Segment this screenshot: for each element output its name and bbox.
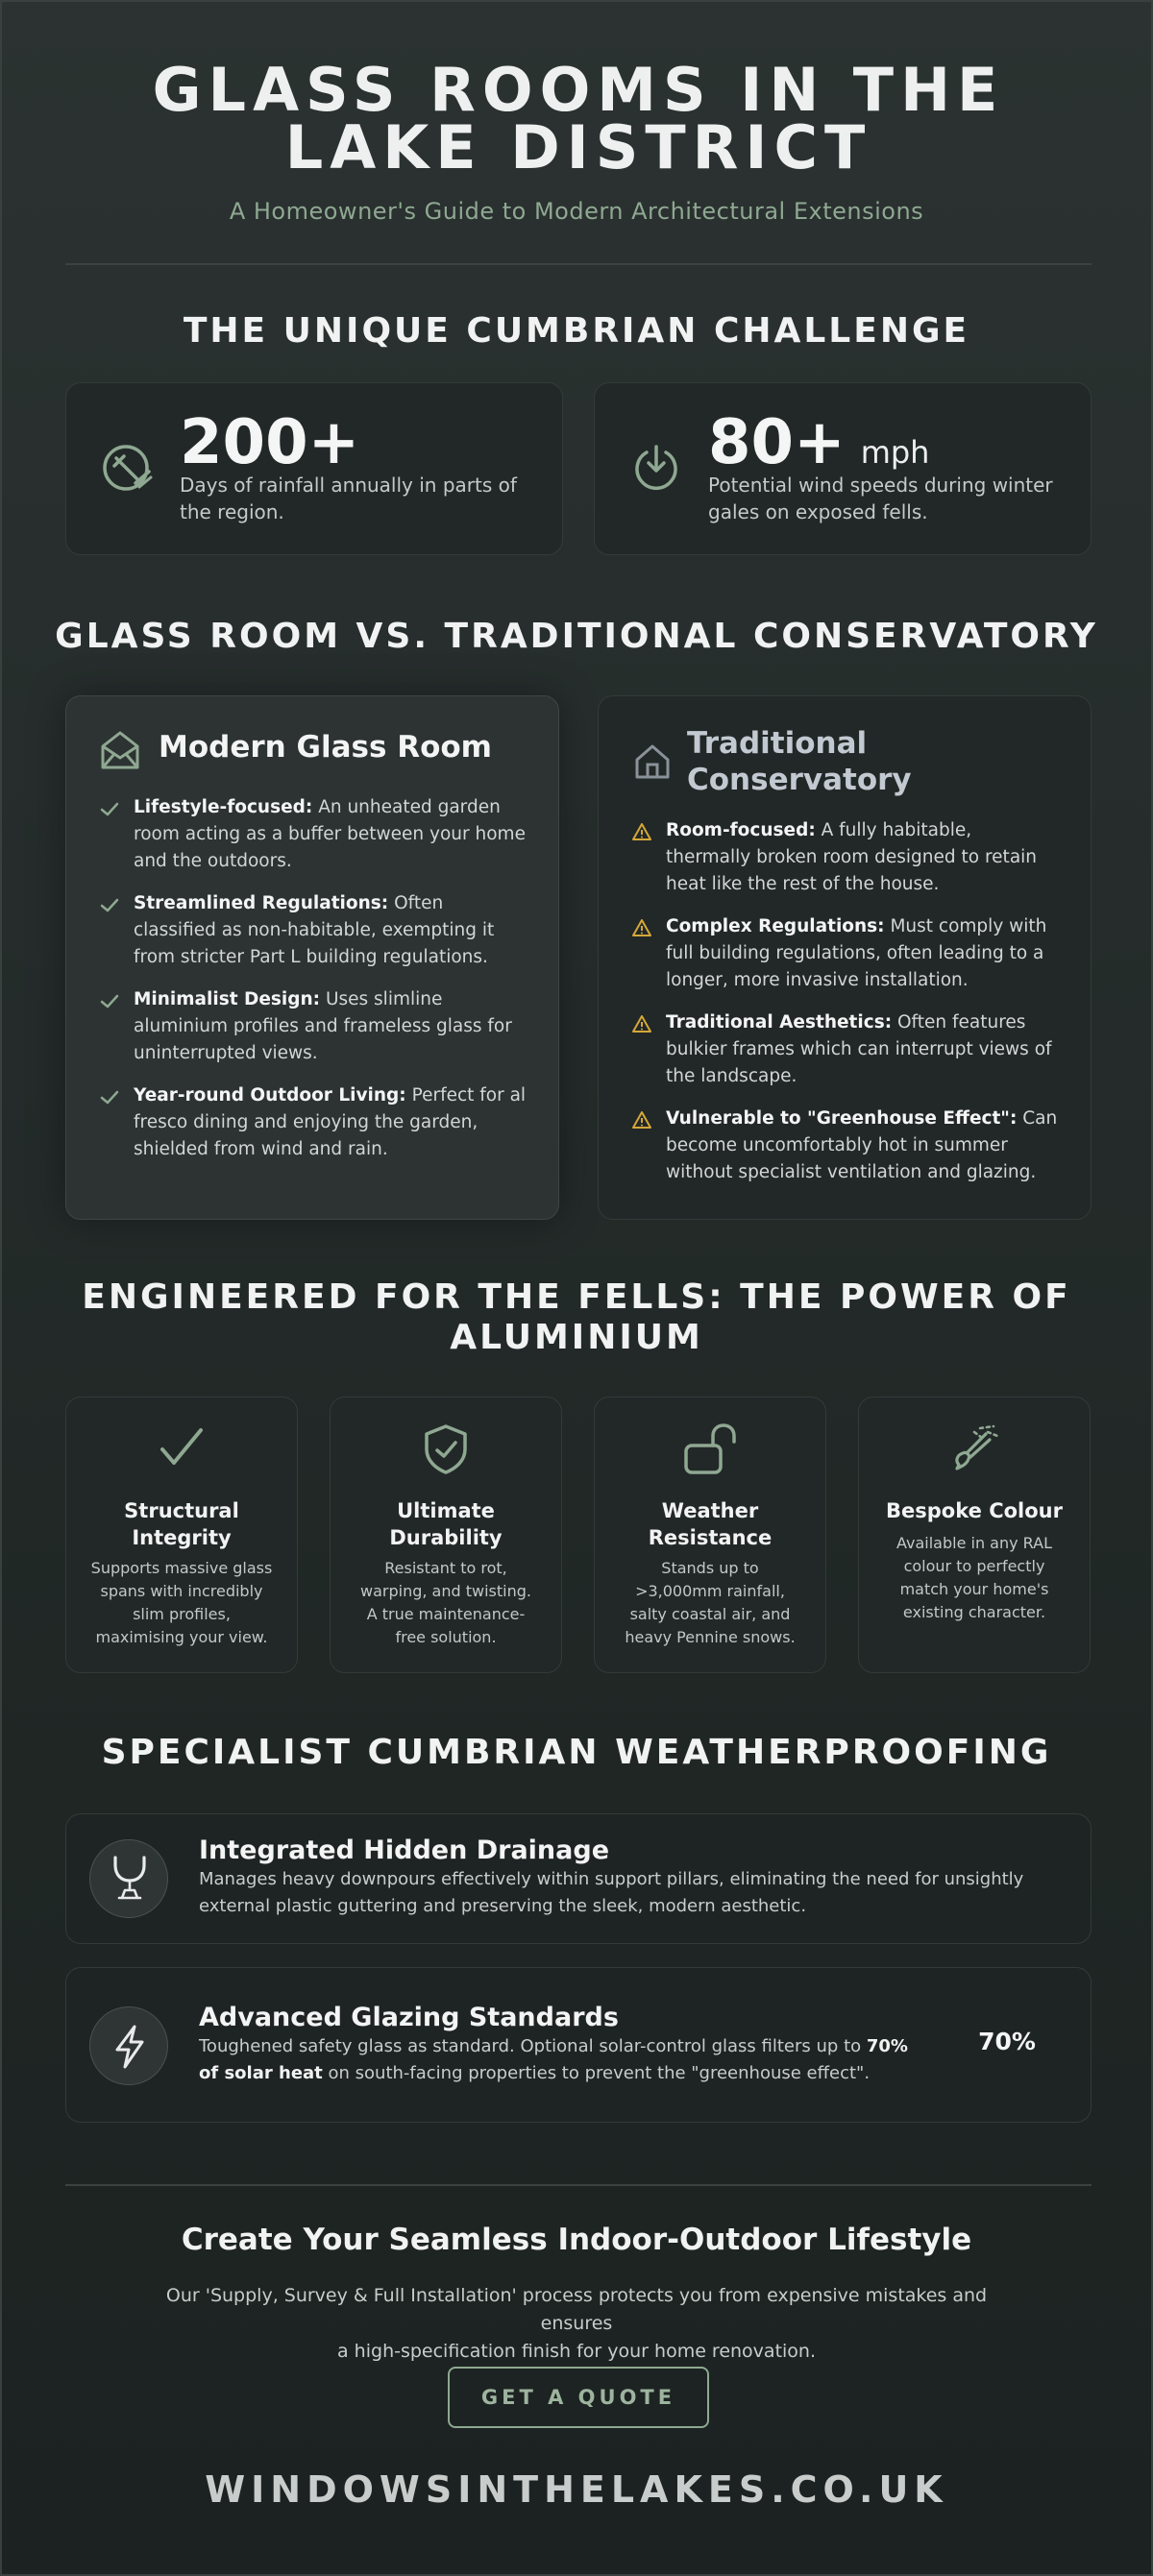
stat-card-wind [594, 382, 1092, 555]
section-title-comparison: GLASS ROOM VS. TRADITIONAL CONSERVATORY [55, 617, 1098, 656]
glass-room-title: Modern Glass Room [159, 730, 492, 765]
checkmark-icon [66, 1422, 297, 1478]
solar-filter-badge: 70% [978, 2028, 1036, 2055]
cta-title: Create Your Seamless Indoor-Outdoor Lifestyle [181, 2223, 972, 2257]
feature-desc: Resistant to rot, warping, and twisting. A true maintenance- free solution. [360, 1559, 531, 1646]
divider [65, 263, 1092, 265]
list-item: Minimalist Design: Uses slimline aluminium profiles and frameless glass for uninterrupted views. [99, 986, 529, 1067]
rain-cloud-icon [101, 441, 155, 495]
stat-card-rainfall [65, 382, 563, 555]
feature-card-weather [594, 1397, 826, 1673]
warning-icon [631, 1013, 652, 1034]
drainage-desc: Manages heavy downpours effectively within support pillars, eliminating the need for unsightly external plastic guttering and preserving the sleek, modern aesthetic. [199, 1869, 1024, 1916]
list-item: Year-round Outdoor Living: Perfect for al fresco dining and enjoying the garden, shielded from wind and rain. [99, 1082, 529, 1163]
shield-check-icon [331, 1422, 561, 1478]
feature-title: Ultimate Durability [389, 1499, 503, 1549]
glass-room-card [65, 695, 559, 1220]
divider [65, 2184, 1092, 2186]
glazing-title: Advanced Glazing Standards [199, 2003, 619, 2032]
check-icon [99, 894, 120, 915]
list-item: Traditional Aesthetics: Often features bulkier frames which can interrupt views of the landscape. [631, 1009, 1062, 1090]
drainage-icon-circle [89, 1839, 168, 1918]
conservatory-title: Traditional Conservatory [687, 726, 912, 797]
warning-icon [631, 821, 652, 842]
feature-card-colour [858, 1397, 1091, 1673]
wind-gauge-icon [629, 441, 683, 495]
check-icon [99, 990, 120, 1011]
section-title-challenge: THE UNIQUE CUMBRIAN CHALLENGE [183, 311, 970, 351]
cta-desc: Our 'Supply, Survey & Full Installation' process protects you from expensive mistakes and ensures a high-specification finish for your home renovation. [165, 2285, 988, 2362]
list-item: Vulnerable to "Greenhouse Effect": Can become uncomfortably hot in summer without specialist ventilation and glazing. [631, 1106, 1062, 1186]
list-item: Complex Regulations: Must comply with full building regulations, often leading to a longer, more invasive installation. [631, 913, 1062, 994]
stat-unit-wind: mph [860, 434, 930, 471]
drainage-title: Integrated Hidden Drainage [199, 1835, 610, 1865]
glazing-card [65, 1967, 1092, 2123]
conservatory-list [631, 817, 1062, 1202]
drainage-card [65, 1813, 1092, 1944]
envelope-house-icon [99, 729, 141, 771]
page-subtitle: A Homeowner's Guide to Modern Architectural Extensions [229, 198, 924, 225]
check-icon [99, 1086, 120, 1107]
feature-title: Bespoke Colour [886, 1499, 1063, 1522]
conservatory-card [598, 695, 1092, 1220]
stat-desc-wind: Potential wind speeds during winter gales on exposed fells. [708, 474, 1053, 523]
footer-website[interactable]: WINDOWSINTHELAKES.CO.UK [205, 2468, 948, 2511]
page-title: GLASS ROOMS IN THE LAKE DISTRICT [152, 55, 1005, 182]
feature-card-durability [330, 1397, 562, 1673]
paint-brush-icon [859, 1422, 1090, 1478]
house-icon [631, 741, 674, 783]
get-a-quote-button[interactable]: GET A QUOTE [448, 2367, 709, 2428]
glass-room-list [99, 794, 529, 1179]
feature-desc: Stands up to >3,000mm rainfall, salty coastal air, and heavy Pennine snows. [625, 1559, 796, 1646]
feature-desc: Supports massive glass spans with incredibly slim profiles, maximising your view. [90, 1559, 273, 1646]
list-item: Room-focused: A fully habitable, thermally broken room designed to retain heat like the rest of the house. [631, 817, 1062, 898]
feature-card-structural [65, 1397, 298, 1673]
drainage-funnel-icon [90, 1840, 169, 1919]
section-title-aluminium: ENGINEERED FOR THE FELLS: THE POWER OF ALUMINIUM [82, 1277, 1071, 1357]
check-icon [99, 798, 120, 819]
stat-desc-rainfall: Days of rainfall annually in parts of the region. [180, 474, 517, 523]
feature-desc: Available in any RAL colour to perfectly match your home's existing character. [895, 1534, 1052, 1621]
glazing-desc: Toughened safety glass as standard. Optional solar-control glass filters up to 70% of solar heat on south-facing properties to prevent the "greenhouse effect". [199, 2036, 908, 2083]
list-item: Lifestyle-focused: An unheated garden room acting as a buffer between your home and the outdoors. [99, 794, 529, 875]
warning-icon [631, 1109, 652, 1130]
feature-title: Structural Integrity [124, 1499, 239, 1549]
stat-value-rainfall: 200+ [180, 407, 360, 478]
unlocked-padlock-icon [595, 1422, 825, 1478]
glazing-icon-circle [89, 2006, 168, 2085]
warning-icon [631, 917, 652, 938]
lightning-bolt-icon [90, 2007, 169, 2086]
list-item: Streamlined Regulations: Often classified as non-habitable, exempting it from stricter Part L building regulations. [99, 890, 529, 971]
feature-title: Weather Resistance [648, 1499, 773, 1549]
stat-value-wind: 80+ mph [708, 407, 930, 478]
section-title-weatherproofing: SPECIALIST CUMBRIAN WEATHERPROOFING [101, 1733, 1052, 1772]
